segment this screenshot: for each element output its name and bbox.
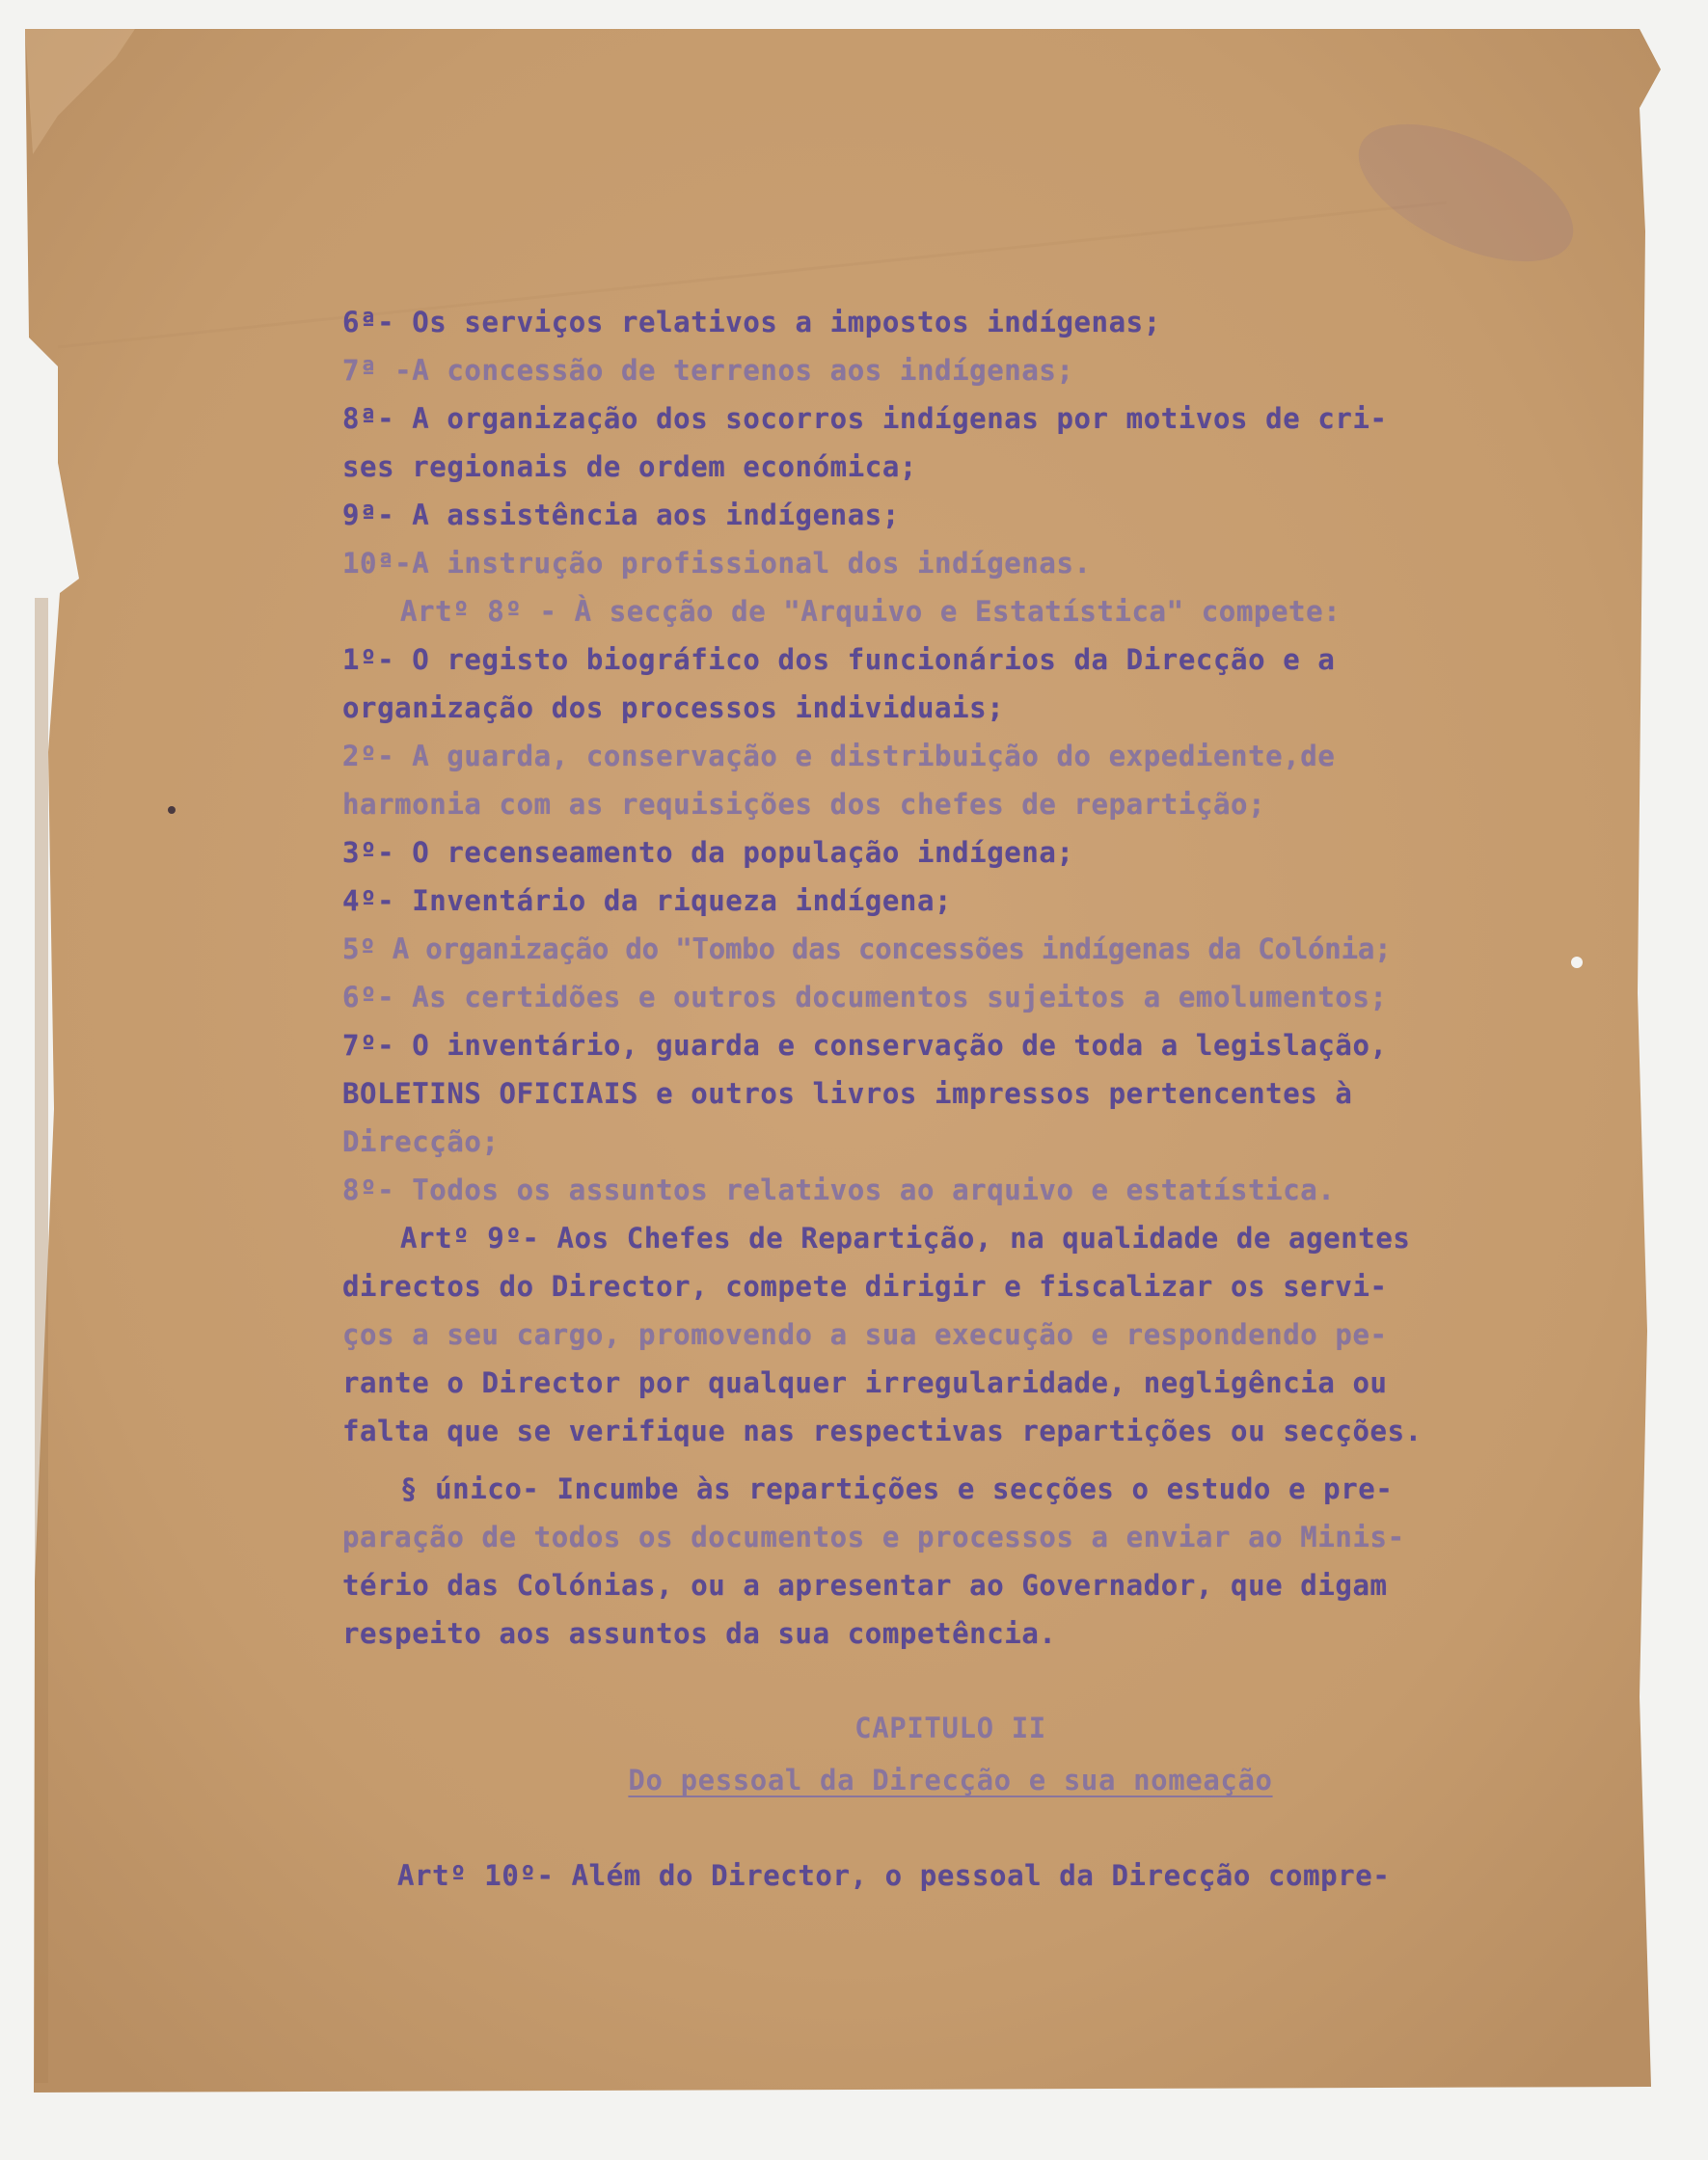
text-line: 7º- O inventário, guarda e conservação de toda a legislação,: [342, 1029, 1388, 1062]
text-line: organização dos processos individuais;: [342, 691, 1005, 724]
chapter-title: CAPITULO II: [854, 1712, 1046, 1744]
text-line: harmonia com as requisições dos chefes de repartição;: [342, 788, 1266, 821]
text-line: 8ª- A organização dos socorros indígenas por motivos de cri-: [342, 402, 1388, 435]
text-line: 1º- O registo biográfico dos funcionários da Direcção e a: [342, 643, 1336, 676]
text-line: 3º- O recenseamento da população indígena;: [342, 836, 1074, 869]
text-line: 7ª -A concessão de terrenos aos indígenas;: [342, 354, 1074, 387]
text-line: 4º- Inventário da riqueza indígena;: [342, 884, 953, 917]
text-line: 2º- A guarda, conservação e distribuição do expediente,de: [342, 740, 1336, 772]
article-heading: Artº 9º- Aos Chefes de Repartição, na qualidade de agentes: [400, 1222, 1411, 1255]
text-line: 6ª- Os serviços relativos a impostos indígenas;: [342, 306, 1161, 338]
article-heading: Artº 10º- Além do Director, o pessoal da Direcção compre-: [397, 1859, 1391, 1892]
text-line: 8º- Todos os assuntos relativos ao arquivo e estatística.: [342, 1174, 1336, 1206]
text-line: 10ª-A instrução profissional dos indígenas.: [342, 547, 1092, 580]
text-line: BOLETINS OFICIAIS e outros livros impressos pertencentes à: [342, 1077, 1353, 1110]
paragraph-heading: § único- Incumbe às repartições e secções o estudo e pre-: [400, 1472, 1394, 1505]
text-line: 9ª- A assistência aos indígenas;: [342, 499, 900, 531]
text-line: respeito aos assuntos da sua competência.: [342, 1617, 1057, 1650]
text-line: rante o Director por qualquer irregularidade, negligência ou: [342, 1366, 1388, 1399]
text-line: ses regionais de ordem económica;: [342, 450, 917, 483]
chapter-subtitle-text: Do pessoal da Direcção e sua nomeação: [628, 1764, 1273, 1796]
text-line: tério das Colónias, ou a apresentar ao Governador, que digam: [342, 1569, 1388, 1602]
text-line: 5º A organização do "Tombo das concessões indígenas da Colónia;: [342, 932, 1392, 965]
text-line: ços a seu cargo, promovendo a sua execução e respondendo pe-: [342, 1318, 1388, 1351]
article-heading: Artº 8º - À secção de "Arquivo e Estatística" compete:: [400, 595, 1342, 628]
text-line: directos do Director, compete dirigir e fiscalizar os servi-: [342, 1270, 1388, 1303]
text-line: Direcção;: [342, 1125, 500, 1158]
text-line: falta que se verifique nas respectivas repartições ou secções.: [342, 1415, 1423, 1447]
text-line: 6º- As certidões e outros documentos sujeitos a emolumentos;: [342, 981, 1388, 1013]
chapter-subtitle: [96, 1761, 1708, 1799]
text-line: paração de todos os documentos e processos a enviar ao Minis-: [342, 1521, 1405, 1553]
